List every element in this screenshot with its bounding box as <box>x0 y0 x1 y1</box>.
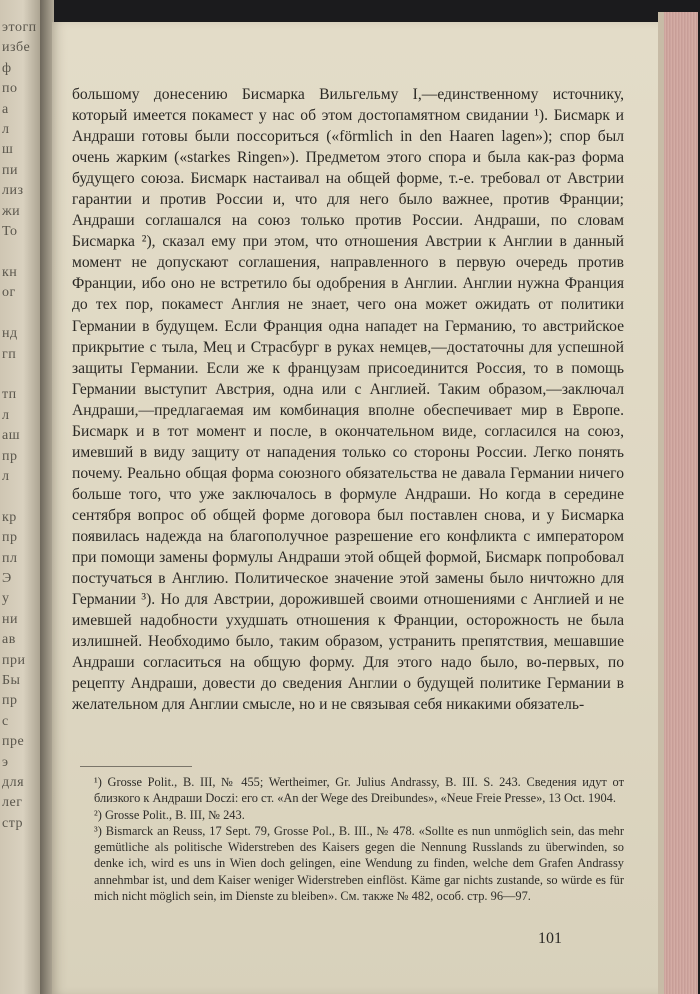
main-text <box>72 84 624 715</box>
footnotes <box>72 774 624 904</box>
page-number: 101 <box>538 930 562 947</box>
footnote-3: ³) Bismarck an Reuss, 17 Sept. 79, Grosse Pol., B. III., № 478. «Sollte es nun unmöglich sein, das mehr gemütliche als politische Widerstreben des Kaisers gegen die Nennung Russlands zu überwinden, so denke ich, wird es uns in Wien doch gelingen, eine Wendung zu finden, welche dem Grafen Andrassy annehmbar ist, und dem Kaiser weniger Widerstreben einflöst. Käme gar nichts zustande, so würde es für mich nicht möglich sein, im Dienste zu bleiben». См. также № 482, особ. стр. 96—97. <box>94 823 624 904</box>
left-page-text-fragments: этогп избе ф по а л ш пи лиз жи То кн ог нд гп тп л аш пр л кр пр пл Э у ни ав при Бы пр с пре э для лег стр <box>2 20 37 831</box>
page-block-edges <box>658 12 698 994</box>
left-page-edge <box>0 0 42 994</box>
book-page <box>52 22 658 994</box>
footnote-2: ²) Grosse Polit., B. III, № 243. <box>94 807 245 822</box>
main-paragraph: большому донесению Бисмарка Вильгельму I,—единственному источнику, который имеется покамест у нас об этом достопамятном свидании ¹). Бисмарк и Андраши готовы были поссориться («förmlich in den Haaren lagen»); спор был очень жарким («starkes Ringen»). Предметом этого спора и была как-раз форма будущего союза. Бисмарк настаивал на общей форме, т.-е. требовал от Австрии гарантии и против России и, что для него было важнее, против Франции; Андраши соглашался на союз только против России. Андраши, по словам Бисмарка ²), сказал ему при этом, что отношения Австрии к Англии в данный момент не допускают соглашения, направленного в первую очередь против Франции, ибо оно не встретило бы одобрения в Англии. Англии нужна Франция до тех пор, покамест Англия не знает, чего она может ожидать от политики Германии в будущем. Если Франция одна нападет на Германию, то австрийское прикрытие с тыла, Мец и Страсбург в руках немцев,—достаточны для успешной защиты Германии. Если же к французам присоединится Россия, то в помощь Германии выступит Австрия, одна или с Англией. Таким образом,—заключал Андраши,—предлагаемая им комбинация вполне обеспечивает мир в Европе. Бисмарк и в тот момент и после, в окончательном виде, согласился на союз, имевший в виду защиту от нападения только со стороны России. Легко понять почему. Реально общая форма союзного обязательства не давала Германии ничего больше того, что уже заключалось в формуле Андраши. Но когда в середине сентября вопрос об общей форме договора был поставлен снова, и у Бисмарка появилась надежда на благополучное разрешение его конфликта с императором при помощи замены формулы Андраши этой общей формой, Бисмарк попробовал постучаться в Англию. Политическое значение этой замены было ничтожно для Германии ³). Но для Австрии, дорожившей своими отношениями с Англией и не имевшей надобности ухудшать отношения к Франции, осторожность не была излишней. Необходимо было, таким образом, устранить препятствия, мешавшие Андраши согласиться на общую форму. Для этого надо было, во-первых, по рецепту Андраши, довести до сведения Англии о будущей политике Германии в желательном для Англии смысле, но и не связывая себя никакими обязатель- <box>72 86 624 714</box>
footnote-separator <box>80 766 192 767</box>
footnote-1: ¹) Grosse Polit., B. III, № 455; Wertheimer, Gr. Julius Andrassy, B. III. S. 243. Сведения идут от близкого к Андраши Doczi: его ст. «An der Wege des Dreibundes», «Neue Freie Presse», 13 Oct. 1904. <box>94 775 624 806</box>
